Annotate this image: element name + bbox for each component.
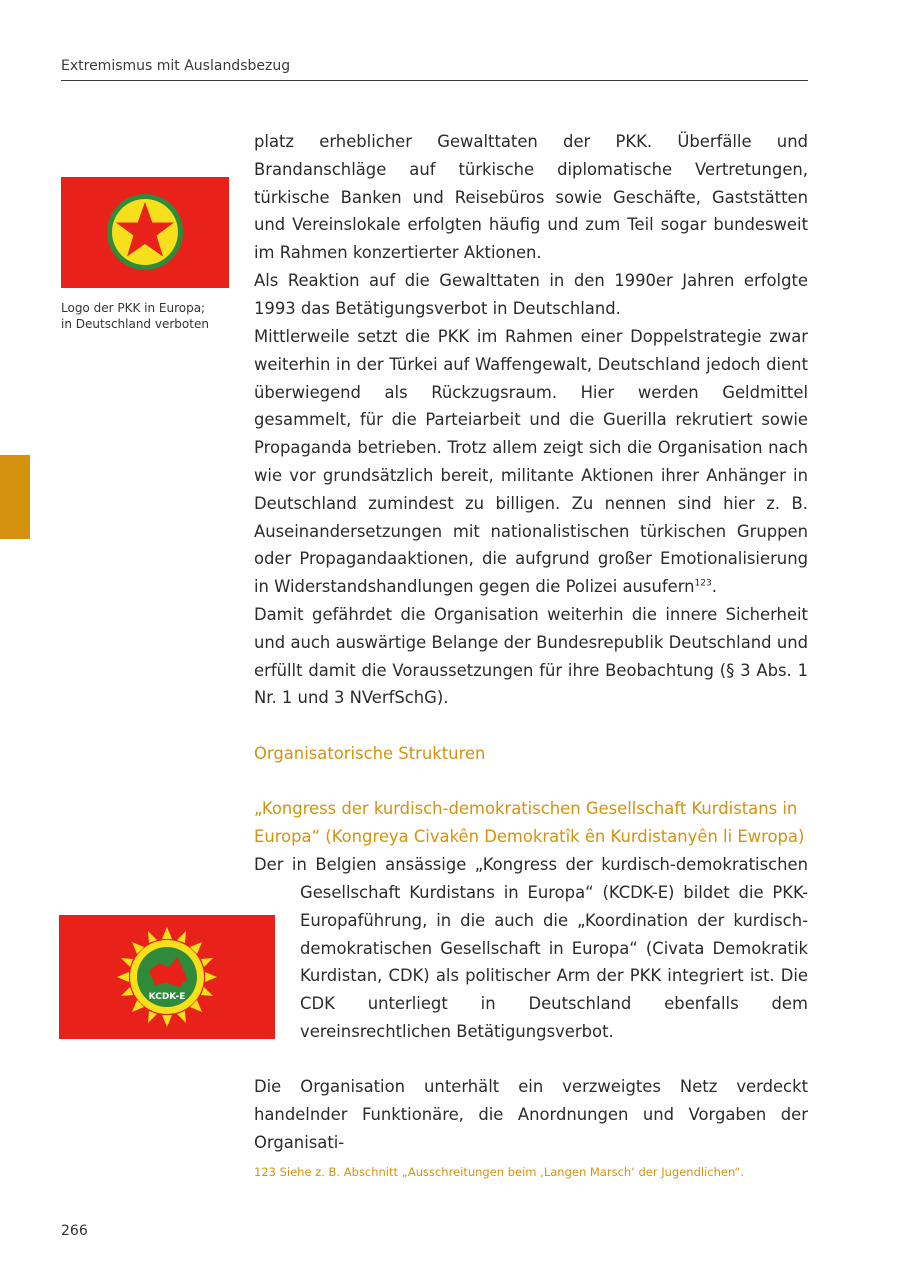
paragraph: Gesellschaft Kurdistans in Europa“ (KCDK-E) bildet die PKK-Europaführung, in die auch die „Koordination der kurdisch-demokratischen Gesellschaft in Europa“ (Civata Demokratik Kurdistan, CDK) als politischer Arm der PKK integriert ist. Die CDK unterliegt in Deutschland ebenfalls dem vereinsrechtlichen Betätigungsverbot. <box>300 883 808 1041</box>
chapter-tab-marker <box>0 455 30 539</box>
sun-emblem <box>117 927 217 1027</box>
paragraph-text: Mittlerweile setzt die PKK im Rahmen einer Doppelstrategie zwar weiterhin in der Türkei auf Waffengewalt, Deutschland jedoch dient überwiegend als Rückzugsraum. Hier werden Geldmittel gesammelt, für die Parteiarbeit und die Guerilla rekrutiert sowie Propaganda betrieben. Trotz allem zeigt sich die Organisation nach wie vor grundsätzlich bereit, militante Aktionen ihrer Anhänger in Deutschland zumindest zu billigen. Zu nennen sind hier z. B. Auseinandersetzungen mit nationalistischen türkischen Gruppen oder Propagandaaktionen, die aufgrund großer Emotionalisierung in Widerstandshandlungen gegen die Polizei ausufern <box>254 327 808 597</box>
pkk-figure-caption <box>61 300 241 332</box>
pkk-flag-image <box>61 177 229 288</box>
section-heading: Organisatorische Strukturen <box>254 744 486 763</box>
paragraph: Die Organisation unterhält ein verzweigtes Netz verdeckt handelnder Funktionäre, die Anordnungen und Vorgaben der Organisati- <box>254 1077 808 1152</box>
kcdk-e-logo-text: KCDK-E <box>148 992 186 1002</box>
caption-line: Logo der PKK in Europa; <box>61 301 206 315</box>
running-title: Extremismus mit Auslandsbezug <box>61 58 291 74</box>
text-block-middle <box>254 323 808 712</box>
paragraph: platz erheblicher Gewalttaten der PKK. Überfälle und Brandanschläge auf türkische diplomatische Vertretungen, türkische Banken und Reisebüros sowie Geschäfte, Gaststätten und Vereinslokale erfolgten häufig und zum Teil sogar bundesweit im Rahmen konzertierter Aktionen. <box>254 132 808 263</box>
paragraph <box>254 323 808 601</box>
subsection-heading <box>254 795 814 851</box>
paragraph: Als Reaktion auf die Gewalttaten in den 1990er Jahren erfolgte 1993 das Betätigungsverbot in Deutschland. <box>254 270 808 318</box>
footnote: 123 Siehe z. B. Abschnitt „Ausschreitungen beim ‚Langen Marsch‘ der Jugendlichen“. <box>254 1165 745 1179</box>
paragraph-first-line <box>254 851 808 879</box>
text-block-bottom <box>254 1073 808 1156</box>
text-block-top <box>254 128 808 323</box>
paragraph-end: . <box>711 577 717 597</box>
text-block-indented <box>300 879 808 1046</box>
page-number: 266 <box>61 1223 88 1239</box>
caption-line: in Deutschland verboten <box>61 317 209 331</box>
paragraph: Damit gefährdet die Organisation weiterhin die innere Sicherheit und auch auswärtige Belange der Bundesrepublik Deutschland und erfüllt damit die Voraussetzungen für ihre Beobachtung (§ 3 Abs. 1 Nr. 1 und 3 NVerfSchG). <box>254 604 808 708</box>
heading-line: „Kongress der kurdisch-demokratischen Gesellschaft Kurdistans in <box>254 799 798 818</box>
footnote-reference: 123 <box>694 578 712 589</box>
header-rule <box>61 80 808 81</box>
kcdk-e-flag-image <box>59 915 275 1039</box>
heading-line: Europa“ (Kongreya Civakên Demokratîk ên Kurdistanyên li Ewropa) <box>254 826 805 846</box>
paragraph-line: Der in Belgien ansässige „Kongress der kurdisch-demokratischen <box>254 855 808 874</box>
